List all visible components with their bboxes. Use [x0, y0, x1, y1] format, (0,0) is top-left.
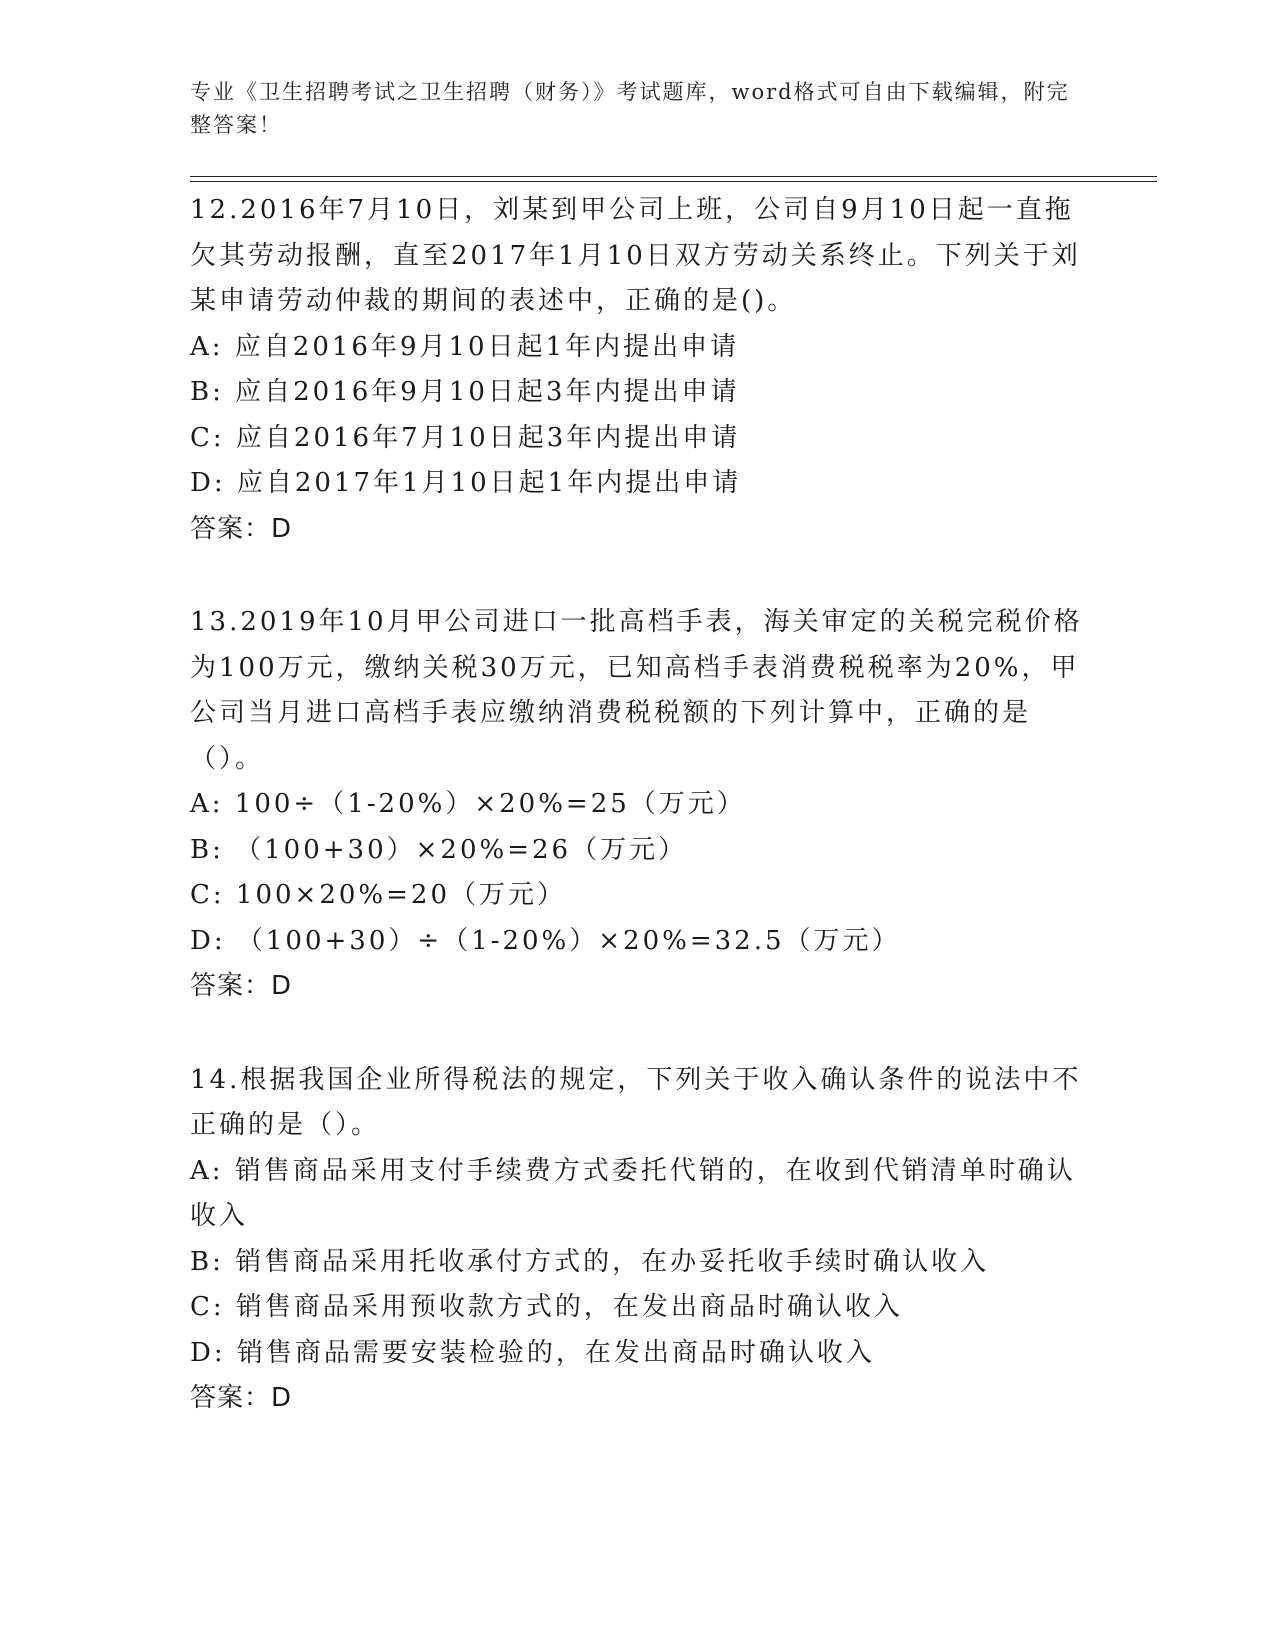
answer-text: 答案：D [190, 1383, 293, 1413]
question-12 [190, 188, 1090, 552]
question-list [190, 188, 1090, 1422]
option-a: A: 应自2016年9月10日起1年内提出申请 [190, 331, 740, 362]
option-c: C: 100×20%=20（万元） [190, 880, 566, 910]
option-b: B: （100+30）×20%=26（万元） [190, 834, 688, 865]
option-c: C: 应自2016年7月10日起3年内提出申请 [190, 422, 741, 453]
option-a: A: 销售商品采用支付手续费方式委托代销的，在收到代销清单时确认收入 [190, 1155, 1076, 1231]
option-b: B: 应自2016年9月10日起3年内提出申请 [190, 377, 740, 407]
question-13 [190, 600, 1090, 1010]
question-stem: 12.2016年7月10日，刘某到甲公司上班，公司自9月10日起一直拖欠其劳动报酬，直至2017年1月10日双方劳动关系终止。下列关于刘某申请劳动仲裁的期间的表述中，正确的是()。 [190, 195, 1081, 316]
answer-text: 答案：D [190, 971, 293, 1001]
question-14 [190, 1058, 1090, 1422]
answer-text: 答案：D [190, 513, 293, 544]
header-divider-bottom [190, 181, 1157, 182]
option-c: C: 销售商品采用预收款方式的，在发出商品时确认收入 [190, 1292, 903, 1322]
option-d: D: 应自2017年1月10日起1年内提出申请 [190, 468, 742, 498]
document-header: 专业《卫生招聘考试之卫生招聘（财务）》考试题库，word格式可自由下载编辑，附完整答案！ [190, 80, 1070, 137]
option-a: A: 100÷（1-20%）×20%=25（万元） [190, 789, 746, 819]
option-d: D: 销售商品需要安装检验的，在发出商品时确认收入 [190, 1337, 875, 1368]
question-stem: 13.2019年10月甲公司进口一批高档手表，海关审定的关税完税价格为100万元，缴纳关税30万元，已知高档手表消费税税率为20%，甲公司当月进口高档手表应缴纳消费税税额的下列计算中，正确的是（）。 [190, 607, 1083, 774]
option-b: B: 销售商品采用托收承付方式的，在办妥托收手续时确认收入 [190, 1246, 990, 1277]
question-stem: 14.根据我国企业所得税法的规定，下列关于收入确认条件的说法中不正确的是（）。 [190, 1064, 1082, 1140]
header-divider-top [190, 176, 1157, 177]
option-d: D: （100+30）÷（1-20%）×20%=32.5（万元） [190, 925, 901, 956]
